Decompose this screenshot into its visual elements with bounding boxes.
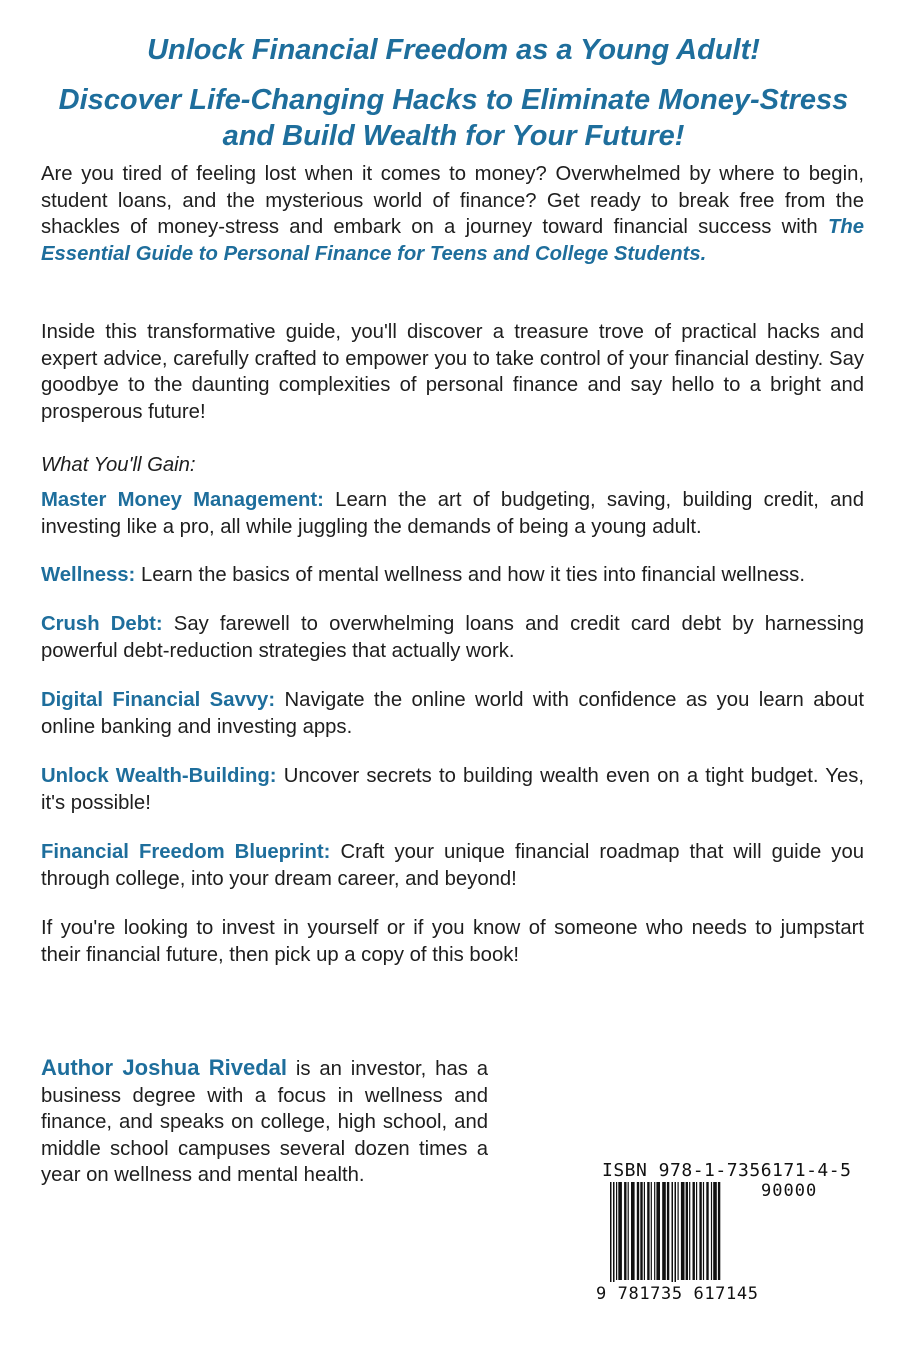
gain-item-text: Uncover secrets to building wealth even on a tight budget. Yes, it's possible! — [41, 765, 865, 814]
barcode-bar — [651, 1182, 652, 1280]
barcode-bar — [654, 1182, 655, 1280]
barcode-bar — [618, 1182, 622, 1280]
barcode-bar — [718, 1182, 720, 1280]
gain-item — [41, 763, 864, 816]
gain-item-label: Digital Financial Savvy: — [41, 689, 276, 711]
barcode-bar — [637, 1182, 639, 1280]
gain-item-text: Learn the basics of mental wellness and how it ties into financial wellness. — [135, 564, 805, 586]
barcode-bar — [644, 1182, 645, 1280]
ean-digits: 9 781735 617145 — [596, 1284, 759, 1304]
gain-item-text: Learn the art of budgeting, saving, building credit, and investing like a pro, all while juggling the demands of being a young adult. — [41, 489, 864, 538]
barcode-bar — [667, 1182, 669, 1280]
barcode-bar — [713, 1182, 717, 1280]
barcode-bar — [640, 1182, 642, 1280]
barcode-bar — [610, 1182, 612, 1282]
gain-item-text: Navigate the online world with confidence as you learn about online banking and investing apps. — [41, 689, 864, 738]
headline-secondary-line1: Discover Life-Changing Hacks to Eliminate Money-Stress — [58, 84, 849, 116]
gain-heading: What You'll Gain: — [41, 454, 196, 476]
headline-secondary — [30, 82, 877, 154]
intro-text: Are you tired of feeling lost when it comes to money? Overwhelmed by where to begin, student loans, and the mysterious world of finance? Get ready to break free from the shackles of money-stress and embark on a journey toward financial success with — [41, 163, 864, 238]
barcode-bar — [672, 1182, 674, 1282]
inside-text: Inside this transformative guide, you'll discover a treasure trove of practical hacks and expert advice, carefully crafted to empower you to take control of your financial destiny. Say goodbye to the daunting complexities of personal finance and say hello to a bright and prosperous future! — [41, 321, 864, 423]
isbn-barcode — [596, 1158, 866, 1308]
barcode-bar — [647, 1182, 649, 1280]
gain-item — [41, 562, 864, 589]
closing-text: If you're looking to invest in yourself or if you know of someone who needs to jumpstart their financial future, then pick up a copy of this book! — [41, 917, 864, 966]
gain-item — [41, 687, 864, 740]
gain-item-label: Master Money Management: — [41, 489, 324, 511]
gain-item-label: Wellness: — [41, 564, 136, 586]
barcode-bar — [703, 1182, 704, 1280]
gain-item-label: Financial Freedom Blueprint: — [41, 841, 331, 863]
barcode-bar — [624, 1182, 626, 1280]
barcode-bar — [616, 1182, 617, 1280]
inside-paragraph — [41, 319, 864, 425]
barcode-bar — [689, 1182, 690, 1280]
gain-item-label: Unlock Wealth-Building: — [41, 765, 277, 787]
gain-item — [41, 611, 864, 664]
author-bio — [41, 1055, 488, 1189]
barcode-bar — [699, 1182, 701, 1280]
intro-paragraph — [41, 161, 864, 267]
gain-item-text: Say farewell to overwhelming loans and credit card debt by harnessing powerful debt-reduction strategies that actually work. — [41, 613, 864, 662]
author-bio-text: is an investor, has a business degree with a focus in wellness and finance, and speaks on college, high school, and middle school campuses several dozen times a year on wellness and mental health. — [41, 1058, 489, 1186]
barcode-bar — [711, 1182, 712, 1280]
headline-secondary-line2: and Build Wealth for Your Future! — [222, 120, 685, 152]
headline-primary: Unlock Financial Freedom as a Young Adult! — [147, 34, 760, 66]
barcode-bar — [696, 1182, 697, 1280]
barcode-bar — [681, 1182, 685, 1280]
gain-item — [41, 487, 864, 540]
barcode-bar — [675, 1182, 677, 1282]
barcode-bar — [628, 1182, 629, 1280]
closing-paragraph — [41, 915, 864, 968]
barcode-bar — [706, 1182, 708, 1280]
gain-item-text: Craft your unique financial roadmap that will guide you through college, into your dream career, and beyond! — [41, 841, 864, 890]
barcode-bar — [662, 1182, 666, 1280]
barcode-bars — [596, 1182, 756, 1282]
barcode-bar — [613, 1182, 615, 1282]
book-title: The Essential Guide to Personal Finance for Teens and College Students. — [41, 216, 864, 265]
isbn-number: ISBN 978-1-7356171-4-5 — [602, 1160, 852, 1181]
barcode-bar — [678, 1182, 679, 1280]
author-name: Author Joshua Rivedal — [41, 1055, 288, 1080]
barcode-bar — [631, 1182, 635, 1280]
gain-item — [41, 839, 864, 892]
barcode-bar — [686, 1182, 688, 1280]
gain-item-label: Crush Debt: — [41, 613, 163, 635]
barcode-bar — [656, 1182, 660, 1280]
price-code: 90000 — [761, 1181, 818, 1201]
barcode-bar — [693, 1182, 695, 1280]
